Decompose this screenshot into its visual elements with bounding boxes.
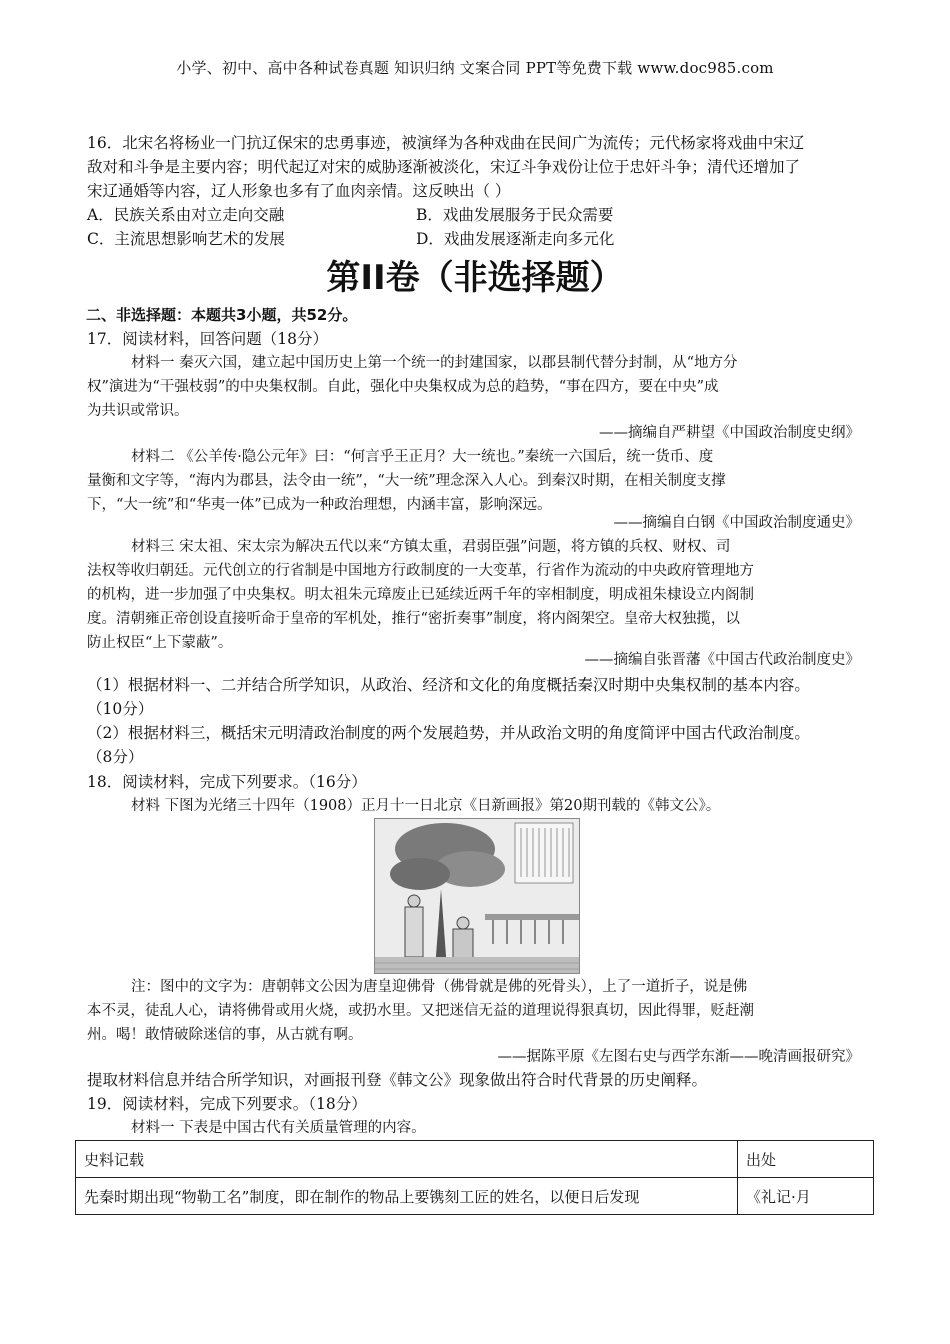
q17-material-3-line-4: 度。清朝雍正帝创设直接听命于皇帝的军机处，推行“密折奏事”制度，将内阁架空。皇帝大权独揽，以 <box>87 611 740 627</box>
q17-material-1-line-3: 为共识或常识。 <box>87 403 189 419</box>
table-header-row <box>76 1141 874 1178</box>
q17-material-2-line-3: 下，“大一统”和“华夷一体”已成为一种政治理想，内涵丰富，影响深远。 <box>87 497 552 513</box>
q16-option-b: B．戏曲发展服务于民众需要 <box>416 206 614 224</box>
q18-note-line-3: 州。喝！敢情破除迷信的事，从古就有啊。 <box>87 1027 363 1043</box>
q16-option-d: D．戏曲发展逐渐走向多元化 <box>416 230 615 248</box>
q17-source-2: ——摘编自白钢《中国政治制度通史》 <box>613 515 860 531</box>
q18-note-line-1: 注：图中的文字为：唐朝韩文公因为唐皇迎佛骨（佛骨就是佛的死骨头），上了一道折子，说是佛 <box>131 979 748 995</box>
q18-source: ——据陈平原《左图右史与西学东渐——晚清画报研究》 <box>497 1049 860 1065</box>
quality-management-table <box>75 1140 874 1215</box>
table-cell-record: 先秦时期出现“物勒工名”制度，即在制作的物品上要镌刻工匠的姓名，以便日后发现 <box>76 1178 738 1215</box>
table-header-record: 史料记载 <box>76 1141 738 1178</box>
table-cell-source: 《礼记·月 <box>738 1178 874 1215</box>
q18-note-line-2: 本不灵，徒乱人心，请将佛骨或用火烧，或扔水里。又把迷信无益的道理说得狠真切，因此得罪，贬赶潮 <box>87 1003 754 1019</box>
q18-stem: 18．阅读材料，完成下列要求。（16分） <box>87 773 367 791</box>
q17-sub-question-2-score: （8分） <box>87 748 144 766</box>
q18-task: 提取材料信息并结合所学知识，对画报刊登《韩文公》现象做出符合时代背景的历史阐释。 <box>87 1071 708 1089</box>
q16-line-2: 敌对和斗争是主要内容；明代起辽对宋的威胁逐渐被淡化，宋辽斗争戏份让位于忠奸斗争；清代还增加了 <box>87 158 801 176</box>
illustration-drawing <box>375 819 579 973</box>
q18-material: 材料 下图为光绪三十四年（1908）正月十一日北京《日新画报》第20期刊载的《韩文公》。 <box>131 798 721 814</box>
q17-material-2-line-2: 量衡和文字等，“海内为郡县，法令由一统”，“大一统”理念深入人心。到秦汉时期，在相关制度支撑 <box>87 473 726 489</box>
table-row <box>76 1178 874 1215</box>
q17-stem: 17．阅读材料，回答问题（18分） <box>87 330 328 348</box>
q17-sub-question-1-score: （10分） <box>87 700 154 718</box>
q17-material-1-line-2: 权”演进为“干强枝弱”的中央集权制。自此，强化中央集权成为总的趋势，“事在四方，要在中央”成 <box>87 379 719 395</box>
newspaper-illustration <box>374 818 580 974</box>
q19-stem: 19．阅读材料，完成下列要求。（18分） <box>87 1095 367 1113</box>
q16-line-3: 宋辽通婚等内容，辽人形象也多有了血肉亲情。这反映出（ ） <box>87 182 511 200</box>
q19-material: 材料一 下表是中国古代有关质量管理的内容。 <box>131 1120 426 1136</box>
q17-material-3-line-1: 材料三 宋太祖、宋太宗为解决五代以来“方镇太重，君弱臣强”问题，将方镇的兵权、财权、司 <box>131 539 731 555</box>
q16-line-1: 16．北宋名将杨业一门抗辽保宋的忠勇事迹，被演绎为各种戏曲在民间广为流传；元代杨家将戏曲中宋辽 <box>87 134 805 152</box>
q17-source-1: ——摘编自严耕望《中国政治制度史纲》 <box>599 425 860 441</box>
section-heading: 二、非选择题：本题共3小题，共52分。 <box>86 306 358 324</box>
q16-option-a: A．民族关系由对立走向交融 <box>87 206 285 224</box>
section-title: 第II卷（非选择题） <box>326 258 624 298</box>
q16-option-c: C．主流思想影响艺术的发展 <box>87 230 285 248</box>
table-header-source: 出处 <box>738 1141 874 1178</box>
q17-material-2-line-1: 材料二 《公羊传·隐公元年》曰：“何言乎王正月？大一统也。”秦统一六国后，统一货币、度 <box>131 449 714 465</box>
q17-material-3-line-5: 防止权臣“上下蒙蔽”。 <box>87 635 233 651</box>
q17-material-1-line-1: 材料一 秦灭六国，建立起中国历史上第一个统一的封建国家，以郡县制代替分封制，从“地方分 <box>131 355 738 371</box>
q17-sub-question-1: （1）根据材料一、二并结合所学知识，从政治、经济和文化的角度概括秦汉时期中央集权制的基本内容。 <box>87 676 810 694</box>
page-header: 小学、初中、高中各种试卷真题 知识归纳 文案合同 PPT等免费下载 www.doc985.com <box>176 59 774 77</box>
q17-sub-question-2: （2）根据材料三，概括宋元明清政治制度的两个发展趋势，并从政治文明的角度简评中国古代政治制度。 <box>87 724 810 742</box>
q17-source-3: ——摘编自张晋藩《中国古代政治制度史》 <box>584 652 860 668</box>
q17-material-3-line-2: 法权等收归朝廷。元代创立的行省制是中国地方行政制度的一大变革，行省作为流动的中央政府管理地方 <box>87 563 754 579</box>
q17-material-3-line-3: 的机构，进一步加强了中央集权。明太祖朱元璋废止已延续近两千年的宰相制度，明成祖朱棣设立内阁制 <box>87 587 754 603</box>
